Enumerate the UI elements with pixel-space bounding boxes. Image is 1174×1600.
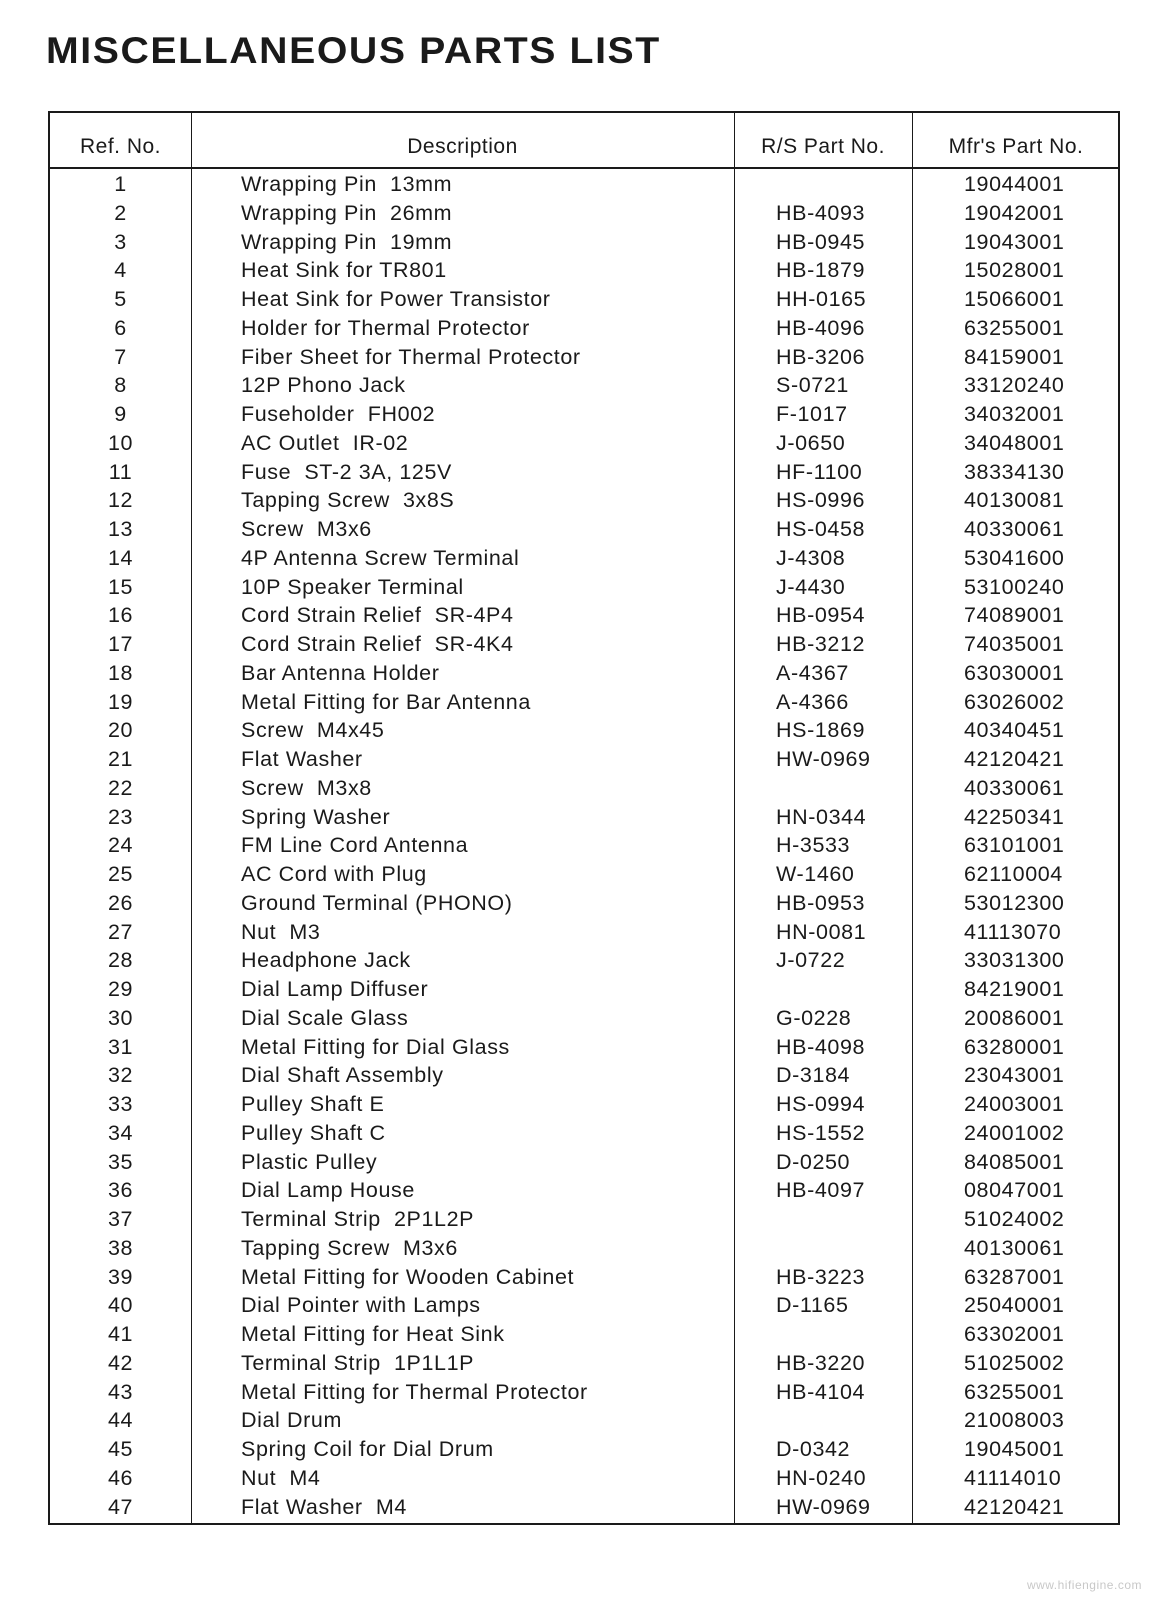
rs-part-no-cell: HB-1879 (776, 258, 866, 283)
description-cell: 12P Phono Jack (241, 373, 406, 398)
mfr-part-no-cell: 42250341 (964, 804, 1065, 829)
mfr-part-no-cell: 15028001 (964, 258, 1065, 283)
description-cell: Pulley Shaft C (241, 1120, 386, 1145)
ref-no-cell: 47 (107, 1494, 134, 1519)
mfr-part-no-cell: 19043001 (964, 229, 1065, 254)
mfr-part-no-cell: 84085001 (964, 1149, 1065, 1174)
table-row (50, 946, 1118, 975)
table-row (50, 860, 1118, 889)
table-row (50, 170, 1118, 199)
rs-part-no-cell: HN-0081 (776, 919, 867, 944)
rs-part-no-cell: D-3184 (776, 1063, 851, 1088)
table-row (50, 716, 1118, 745)
rs-part-no-cell: J-0650 (776, 430, 846, 455)
rs-part-no-cell: HB-4098 (776, 1034, 866, 1059)
mfr-part-no-cell: 34032001 (964, 402, 1065, 426)
ref-no-cell: 11 (108, 459, 133, 484)
mfr-part-no-cell: 63287001 (964, 1264, 1065, 1289)
table-row (50, 544, 1118, 573)
description-cell: Holder for Thermal Protector (241, 315, 530, 340)
table-row (50, 601, 1118, 630)
rs-part-no-cell: G-0228 (776, 1005, 852, 1030)
ref-no-cell: 29 (107, 977, 134, 1001)
rs-part-no-cell: HF-1100 (776, 459, 863, 484)
description-cell: Spring Coil for Dial Drum (241, 1437, 494, 1461)
mfr-part-no-cell: 19042001 (964, 200, 1065, 225)
ref-no-cell: 41 (107, 1322, 134, 1346)
table-row (50, 1406, 1118, 1435)
ref-no-cell: 2 (114, 200, 127, 225)
rs-part-no-cell: HB-4093 (776, 200, 866, 225)
table-row (50, 630, 1118, 659)
table-row (50, 1033, 1118, 1062)
table-row (50, 918, 1118, 947)
rs-part-no-cell: D-0250 (776, 1149, 851, 1174)
rs-part-no-cell: HS-0458 (776, 517, 866, 541)
rs-part-no-cell: HN-0344 (776, 804, 867, 829)
table-row (50, 1320, 1118, 1349)
table-row (50, 1119, 1118, 1148)
ref-no-cell: 12 (107, 488, 134, 513)
ref-no-cell: 10 (107, 430, 134, 455)
ref-no-cell: 42 (107, 1350, 134, 1375)
mfr-part-no-cell: 19044001 (964, 172, 1065, 196)
rs-part-no-cell: HB-0945 (776, 229, 866, 254)
description-cell: Dial Lamp House (241, 1178, 415, 1203)
ref-no-cell: 4 (114, 258, 127, 283)
rs-part-no-cell: HB-0954 (776, 603, 866, 628)
ref-no-cell: 21 (107, 747, 134, 771)
table-row (50, 1349, 1118, 1378)
table-row (50, 256, 1118, 285)
mfr-part-no-cell: 74035001 (964, 632, 1065, 656)
description-cell: Wrapping Pin 13mm (241, 172, 453, 196)
description-cell: Screw M4x45 (241, 718, 385, 743)
ref-no-cell: 6 (114, 315, 127, 340)
ref-no-cell: 44 (107, 1408, 134, 1433)
parts-table (48, 111, 1120, 1525)
ref-no-cell: 15 (107, 574, 134, 599)
description-cell: Bar Antenna Holder (241, 660, 440, 685)
mfr-part-no-cell: 34048001 (964, 430, 1065, 455)
description-cell: AC Cord with Plug (241, 862, 427, 886)
mfr-part-no-cell: 25040001 (964, 1293, 1065, 1318)
table-row (50, 199, 1118, 228)
mfr-part-no-cell: 41114010 (964, 1465, 1062, 1490)
ref-no-cell: 24 (107, 833, 134, 858)
mfr-part-no-cell: 42120421 (964, 1494, 1065, 1519)
ref-no-cell: 18 (107, 660, 134, 685)
ref-no-cell: 5 (114, 287, 127, 311)
ref-no-cell: 39 (107, 1264, 134, 1289)
ref-no-cell: 7 (114, 344, 127, 369)
description-cell: Fuseholder FH002 (241, 402, 436, 426)
mfr-part-no-cell: 74089001 (964, 603, 1065, 628)
header-rs-part-no: R/S Part No. (761, 135, 885, 158)
header-mfr-part-no: Mfr's Part No. (948, 135, 1084, 158)
table-row (50, 1148, 1118, 1177)
description-cell: Nut M4 (241, 1465, 321, 1490)
table-row (50, 314, 1118, 343)
description-cell: Metal Fitting for Bar Antenna (241, 689, 531, 714)
mfr-part-no-cell: 23043001 (964, 1063, 1065, 1088)
table-row (50, 1176, 1118, 1205)
rs-part-no-cell: HB-3223 (776, 1264, 866, 1289)
rs-part-no-cell: HN-0240 (776, 1465, 867, 1490)
rs-part-no-cell: S-0721 (776, 373, 849, 398)
description-cell: Pulley Shaft E (241, 1092, 385, 1116)
ref-no-cell: 1 (114, 172, 127, 196)
description-cell: Terminal Strip 2P1L2P (241, 1207, 475, 1231)
ref-no-cell: 34 (107, 1120, 134, 1145)
rs-part-no-cell: A-4366 (776, 689, 849, 714)
description-cell: Ground Terminal (PHONO) (241, 890, 513, 915)
rs-part-no-cell: H-3533 (776, 833, 851, 858)
description-cell: Metal Fitting for Thermal Protector (241, 1379, 588, 1404)
ref-no-cell: 26 (107, 890, 134, 915)
table-row (50, 1090, 1118, 1119)
mfr-part-no-cell: 40330061 (964, 775, 1065, 800)
ref-no-cell: 19 (107, 689, 134, 714)
description-cell: Cord Strain Relief SR-4K4 (241, 632, 514, 656)
mfr-part-no-cell: 33120240 (964, 373, 1065, 398)
description-cell: Terminal Strip 1P1L1P (241, 1350, 475, 1375)
mfr-part-no-cell: 40340451 (964, 718, 1065, 743)
description-cell: Fuse ST-2 3A, 125V (241, 459, 452, 484)
mfr-part-no-cell: 53041600 (964, 545, 1065, 570)
ref-no-cell: 23 (107, 804, 134, 829)
description-cell: Screw M3x8 (241, 775, 372, 800)
description-cell: Cord Strain Relief SR-4P4 (241, 603, 514, 628)
description-cell: Heat Sink for TR801 (241, 258, 447, 283)
description-cell: Dial Pointer with Lamps (241, 1293, 481, 1318)
ref-no-cell: 32 (107, 1063, 134, 1088)
description-cell: 10P Speaker Terminal (241, 574, 464, 599)
description-cell: Metal Fitting for Dial Glass (241, 1034, 510, 1059)
description-cell: Heat Sink for Power Transistor (241, 287, 551, 311)
rs-part-no-cell: F-1017 (776, 402, 848, 426)
ref-no-cell: 3 (114, 229, 127, 254)
table-row (50, 486, 1118, 515)
mfr-part-no-cell: 63026002 (964, 689, 1065, 714)
ref-no-cell: 40 (107, 1293, 134, 1318)
rs-part-no-cell: J-4308 (776, 545, 846, 570)
description-cell: Dial Scale Glass (241, 1005, 409, 1030)
ref-no-cell: 20 (107, 718, 134, 743)
mfr-part-no-cell: 42120421 (964, 747, 1065, 771)
mfr-part-no-cell: 40130081 (964, 488, 1065, 513)
ref-no-cell: 9 (114, 402, 127, 426)
rs-part-no-cell: D-1165 (776, 1293, 849, 1318)
rs-part-no-cell: HS-1552 (776, 1120, 866, 1145)
table-row (50, 1205, 1118, 1234)
table-row (50, 343, 1118, 372)
ref-no-cell: 37 (107, 1207, 134, 1231)
rs-part-no-cell: HB-3220 (776, 1350, 866, 1375)
mfr-part-no-cell: 33031300 (964, 948, 1065, 973)
rs-part-no-cell: HB-3212 (776, 632, 866, 656)
description-cell: Tapping Screw 3x8S (241, 488, 455, 513)
description-cell: Wrapping Pin 26mm (241, 200, 453, 225)
description-cell: 4P Antenna Screw Terminal (241, 545, 520, 570)
mfr-part-no-cell: 84159001 (964, 344, 1065, 369)
mfr-part-no-cell: 63255001 (964, 1379, 1065, 1404)
table-row (50, 659, 1118, 688)
description-cell: Plastic Pulley (241, 1149, 378, 1174)
table-row (50, 285, 1118, 314)
rs-part-no-cell: HS-0994 (776, 1092, 866, 1116)
table-row (50, 1464, 1118, 1493)
table-row (50, 1061, 1118, 1090)
mfr-part-no-cell: 41113070 (964, 919, 1062, 944)
table-header (50, 113, 1118, 169)
page-title: MISCELLANEOUS PARTS LIST (46, 30, 661, 71)
table-row (50, 228, 1118, 257)
mfr-part-no-cell: 84219001 (964, 977, 1065, 1001)
mfr-part-no-cell: 63030001 (964, 660, 1065, 685)
table-row (50, 774, 1118, 803)
table-row (50, 1435, 1118, 1464)
table-row (50, 429, 1118, 458)
rs-part-no-cell: HB-4104 (776, 1379, 866, 1404)
ref-no-cell: 35 (107, 1149, 134, 1174)
description-cell: Tapping Screw M3x6 (241, 1235, 458, 1260)
table-row (50, 1378, 1118, 1407)
ref-no-cell: 22 (107, 775, 134, 800)
description-cell: Screw M3x6 (241, 517, 372, 541)
mfr-part-no-cell: 63280001 (964, 1034, 1065, 1059)
table-row (50, 458, 1118, 487)
mfr-part-no-cell: 63255001 (964, 315, 1065, 340)
table-row (50, 831, 1118, 860)
rs-part-no-cell: W-1460 (776, 862, 855, 886)
mfr-part-no-cell: 53012300 (964, 890, 1065, 915)
mfr-part-no-cell: 38334130 (964, 459, 1065, 484)
mfr-part-no-cell: 40330061 (964, 517, 1065, 541)
description-cell: Spring Washer (241, 804, 391, 829)
ref-no-cell: 28 (107, 948, 134, 973)
table-row (50, 889, 1118, 918)
mfr-part-no-cell: 63302001 (964, 1322, 1065, 1346)
description-cell: Flat Washer (241, 747, 363, 771)
rs-part-no-cell: HW-0969 (776, 1494, 871, 1519)
rs-part-no-cell: HW-0969 (776, 747, 871, 771)
mfr-part-no-cell: 63101001 (964, 833, 1065, 858)
mfr-part-no-cell: 24001002 (964, 1120, 1065, 1145)
mfr-part-no-cell: 24003001 (964, 1092, 1065, 1116)
header-ref-no: Ref. No. (79, 135, 162, 158)
mfr-part-no-cell: 15066001 (964, 287, 1065, 311)
mfr-part-no-cell: 08047001 (964, 1178, 1065, 1203)
rs-part-no-cell: HS-0996 (776, 488, 866, 513)
table-row (50, 1234, 1118, 1263)
description-cell: Headphone Jack (241, 948, 411, 973)
table-row (50, 745, 1118, 774)
ref-no-cell: 46 (107, 1465, 134, 1490)
ref-no-cell: 8 (114, 373, 127, 398)
description-cell: Flat Washer M4 (241, 1494, 407, 1519)
description-cell: Metal Fitting for Heat Sink (241, 1322, 505, 1346)
rs-part-no-cell: J-0722 (776, 948, 846, 973)
description-cell: FM Line Cord Antenna (241, 833, 469, 858)
description-cell: Metal Fitting for Wooden Cabinet (241, 1264, 575, 1289)
ref-no-cell: 13 (107, 517, 134, 541)
table-row (50, 1263, 1118, 1292)
description-cell: Nut M3 (241, 919, 321, 944)
rs-part-no-cell: HB-0953 (776, 890, 866, 915)
table-row (50, 975, 1118, 1004)
ref-no-cell: 30 (107, 1005, 134, 1030)
ref-no-cell: 33 (107, 1092, 134, 1116)
table-row (50, 1493, 1118, 1522)
description-cell: Dial Shaft Assembly (241, 1063, 444, 1088)
table-row (50, 803, 1118, 832)
description-cell: Wrapping Pin 19mm (241, 229, 453, 254)
table-row (50, 1004, 1118, 1033)
description-cell: AC Outlet IR-02 (241, 430, 409, 455)
rs-part-no-cell: HB-3206 (776, 344, 866, 369)
ref-no-cell: 36 (107, 1178, 134, 1203)
rs-part-no-cell: HB-4097 (776, 1178, 866, 1203)
table-body (50, 170, 1118, 1521)
table-row (50, 1291, 1118, 1320)
ref-no-cell: 25 (107, 862, 134, 886)
rs-part-no-cell: J-4430 (776, 574, 846, 599)
ref-no-cell: 43 (107, 1379, 134, 1404)
mfr-part-no-cell: 53100240 (964, 574, 1065, 599)
watermark: www.hifiengine.com (1026, 1578, 1142, 1592)
ref-no-cell: 45 (107, 1437, 134, 1461)
ref-no-cell: 17 (107, 632, 134, 656)
table-row (50, 371, 1118, 400)
rs-part-no-cell: HH-0165 (776, 287, 867, 311)
table-row (50, 573, 1118, 602)
rs-part-no-cell: A-4367 (776, 660, 849, 685)
ref-no-cell: 27 (107, 919, 134, 944)
table-row (50, 515, 1118, 544)
mfr-part-no-cell: 19045001 (964, 1437, 1065, 1461)
ref-no-cell: 16 (107, 603, 134, 628)
mfr-part-no-cell: 51024002 (964, 1207, 1065, 1231)
table-row (50, 688, 1118, 717)
table-row (50, 400, 1118, 429)
description-cell: Dial Lamp Diffuser (241, 977, 429, 1001)
mfr-part-no-cell: 20086001 (964, 1005, 1065, 1030)
rs-part-no-cell: D-0342 (776, 1437, 851, 1461)
header-description: Description (407, 135, 518, 158)
rs-part-no-cell: HB-4096 (776, 315, 866, 340)
ref-no-cell: 14 (107, 545, 134, 570)
mfr-part-no-cell: 21008003 (964, 1408, 1065, 1433)
mfr-part-no-cell: 62110004 (964, 862, 1063, 886)
description-cell: Dial Drum (241, 1408, 342, 1433)
mfr-part-no-cell: 40130061 (964, 1235, 1065, 1260)
rs-part-no-cell: HS-1869 (776, 718, 866, 743)
ref-no-cell: 31 (107, 1034, 134, 1059)
mfr-part-no-cell: 51025002 (964, 1350, 1065, 1375)
ref-no-cell: 38 (107, 1235, 134, 1260)
description-cell: Fiber Sheet for Thermal Protector (241, 344, 581, 369)
